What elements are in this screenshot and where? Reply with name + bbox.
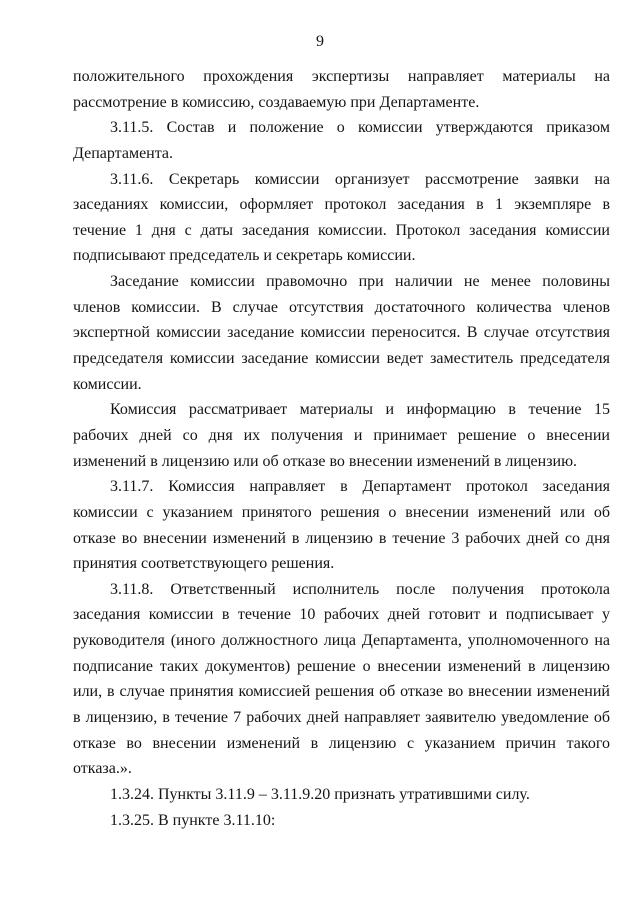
paragraph-1-3-25: [73, 808, 610, 834]
paragraph-3-11-6: [73, 167, 610, 270]
text-line: Департамента.: [73, 144, 174, 162]
text-line: отказе во внесении изменений в лицензию в течение 3 рабочих дней со дня: [73, 529, 610, 547]
paragraph-3-11-5: [73, 115, 610, 166]
text-line: 1.3.25. В пункте 3.11.10:: [110, 811, 276, 829]
text-line: заседания комиссии в течение 10 рабочих дней готовит и подписывает у: [73, 606, 610, 624]
text-line: 1.3.24. Пункты 3.11.9 – 3.11.9.20 признать утратившими силу.: [110, 785, 530, 803]
paragraph-continuation: [73, 64, 610, 115]
text-line: принятия соответствующего решения.: [73, 555, 335, 573]
text-line: Комиссия рассматривает материалы и информацию в течение 15: [110, 401, 610, 419]
text-line: изменений в лицензию или об отказе во внесении изменений в лицензию.: [73, 452, 578, 470]
text-line: подписывают председатель и секретарь комиссии.: [73, 247, 416, 265]
paragraph-review: [73, 397, 610, 474]
text-line: 3.11.8. Ответственный исполнитель после получения протокола: [110, 580, 610, 598]
text-line: комиссии с указанием принятого решения о внесении изменений или об: [73, 503, 610, 521]
paragraph-quorum: [73, 269, 610, 397]
text-line: отказа.».: [73, 760, 132, 778]
document-body: [73, 64, 610, 833]
paragraph-3-11-8: [73, 577, 610, 782]
text-line: комиссии.: [73, 375, 142, 393]
text-line: членов комиссии. В случае отсутствия достаточного количества членов: [73, 298, 610, 316]
text-line: заседаниях комиссии, оформляет протокол заседания в 1 экземпляре в: [73, 196, 610, 214]
text-line: рабочих дней со дня их получения и принимает решение о внесении: [73, 426, 610, 444]
paragraph-1-3-24: [73, 782, 610, 808]
text-line: 3.11.7. Комиссия направляет в Департамент протокол заседания: [110, 478, 610, 496]
text-line: Заседание комиссии правомочно при наличии не менее половины: [110, 273, 610, 291]
text-line: подписание таких документов) решение о внесении изменений в лицензию: [73, 657, 610, 675]
paragraph-3-11-7: [73, 474, 610, 577]
text-line: председателя комиссии заседание комиссии ведет заместитель председателя: [73, 350, 610, 368]
text-line: положительного прохождения экспертизы направляет материалы на: [73, 68, 610, 85]
text-line: руководителя (иного должностного лица Департамента, уполномоченного на: [73, 632, 610, 650]
text-line: течение 1 дня с даты заседания комиссии. Протокол заседания комиссии: [73, 221, 610, 239]
text-line: 3.11.6. Секретарь комиссии организует рассмотрение заявки на: [110, 170, 610, 188]
text-line: экспертной комиссии заседание комиссии переносится. В случае отсутствия: [73, 324, 610, 342]
text-line: или, в случае принятия комиссией решения об отказе во внесении изменений: [73, 683, 610, 701]
text-line: отказе во внесении изменений в лицензию с указанием причин такого: [73, 734, 610, 752]
text-line: рассмотрение в комиссию, создаваемую при Департаменте.: [73, 93, 480, 111]
text-line: 3.11.5. Состав и положение о комиссии утверждаются приказом: [110, 119, 610, 137]
text-line: в лицензию, в течение 7 рабочих дней направляет заявителю уведомление об: [73, 709, 610, 727]
page-number: 9: [316, 33, 324, 50]
